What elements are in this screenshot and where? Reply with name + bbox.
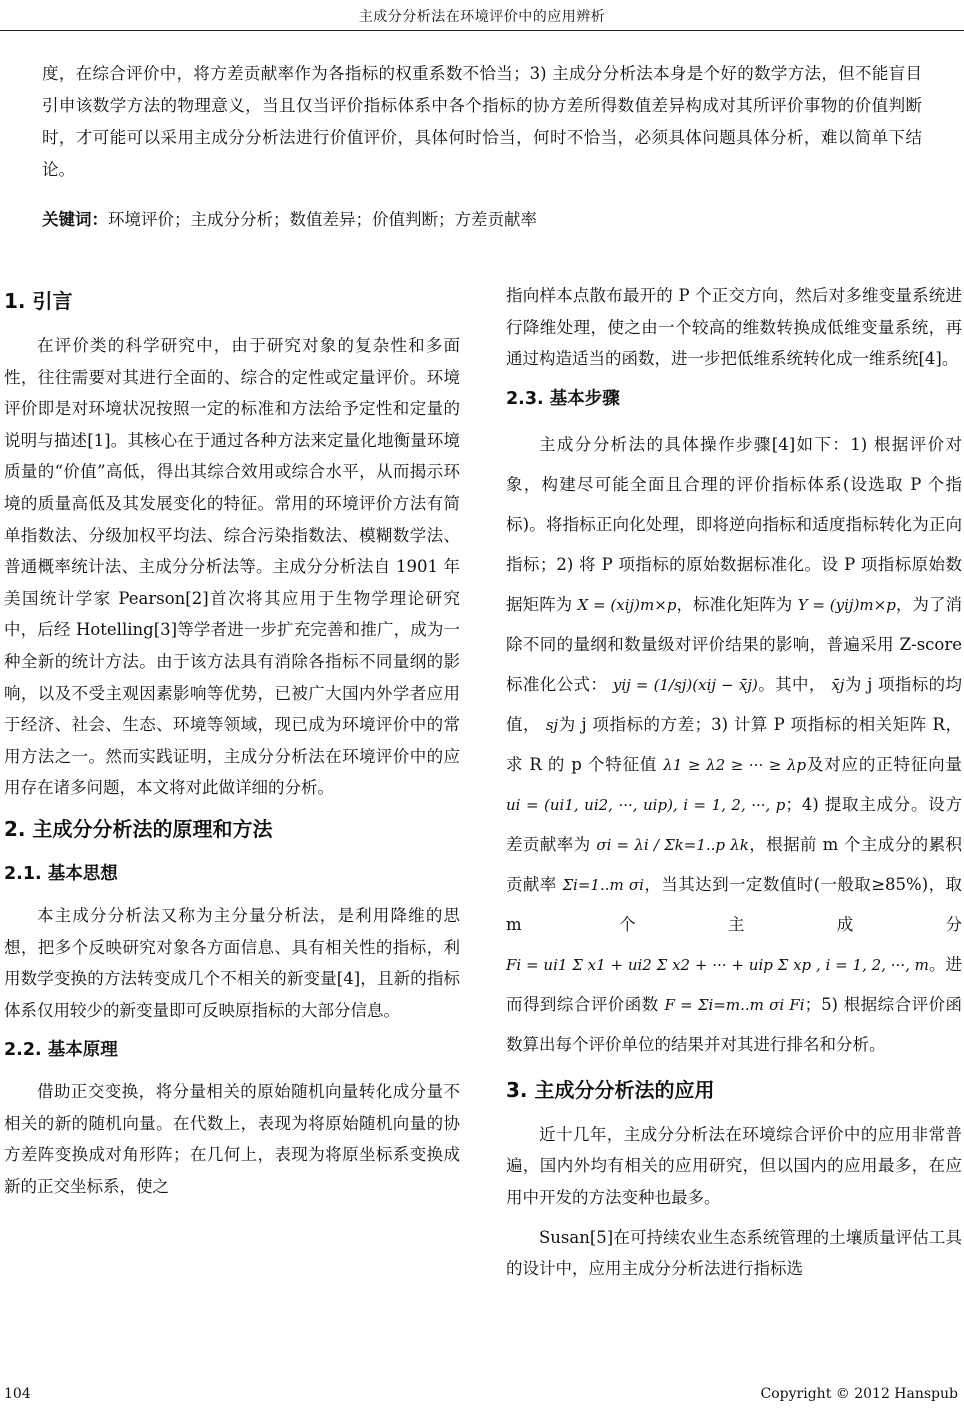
step-text-j: ，当其达到一定数值时(一般取≥85%)，取 m 个主成分: [506, 874, 962, 934]
formula-matrix-x: X = (xij)m×p: [577, 595, 677, 614]
step-text-l: ；5) 根据综合评价函数算出每个评价单位的结果并对其进行排名和分析。: [506, 994, 963, 1054]
section-2-1-paragraph: 本主成分分析法又称为主分量分析法，是利用降维的思想，把多个反映研究对象各方面信息、具有相关性的指标，利用数学变换的方法转变成几个不相关的新变量[4]，且新的指标体系仅用较少的新变量即可反映原指标的大部分信息。: [4, 905, 460, 1020]
formula-principal-components: Fi = ui1 Σ x1 + ui2 Σ x2 + ··· + uip Σ xp , i = 1, 2, ···, m: [506, 955, 929, 974]
formula-eigenvalues: λ1 ≥ λ2 ≥ ··· ≥ λp: [663, 755, 807, 774]
running-head: 主成分分析法在环境评价中的应用辨析: [358, 9, 606, 25]
step-text-a: 主成分分析法的具体操作步骤[4]如下：1) 根据评价对象，构建尽可能全面且合理的评价指标体系(设选取 P 个指标)。将指标正向化处理，即将逆向指标和适度指标转化为正向指标；2) 将 P 项指标的原始数据标准化。设 P 项指标原始数据矩阵为: [506, 434, 962, 614]
step-text-k: 。进而得到综合评价函数: [506, 954, 962, 1014]
abstract-text: 度，在综合评价中，将方差贡献率作为各指标的权重系数不恰当；3) 主成分分析法本身是个好的数学方法，但不能盲目引申该数学方法的物理意义，当且仅当评价指标体系中各个指标的协方差所得数值差异构成对其所评价事物的价值判断时，才可能可以采用主成分分析法进行价值评价，具体何时恰当，何时不恰当，必须具体问题具体分析，难以简单下结论。: [42, 64, 922, 179]
section-2-2-continued: 指向样本点散布最开的 P 个正交方向，然后对多维变量系统进行降维处理，使之由一个较高的维数转换成低维变量系统，再通过构造适当的函数，进一步把低维系统转化成一维系统[4]。: [506, 286, 962, 369]
step-text-e: 为 j 项指标的均值，: [506, 674, 963, 734]
formula-cumulative: Σi=1..m σi: [562, 875, 644, 894]
section-2-2-title: 2.2. 基本原理: [4, 1040, 118, 1061]
section-1-paragraph: 在评价类的科学研究中，由于研究对象的复杂性和多面性，往往需要对其进行全面的、综合的定性或定量评价。环境评价即是对环境状况按照一定的标准和方法给予定性和定量的说明与描述[1]。其核心在于通过各种方法来定量化地衡量环境质量的“价值”高低，得出其综合效用或综合水平，从而揭示环境的质量高低及其发展变化的特征。常用的环境评价方法有简单指数法、分级加权平均法、综合污染指数法、模糊数学法、普通概率统计法、主成分分析法等。主成分分析法自 1901 年美国统计学家 Pearson[2]首次将其应用于生物学理论研究中，后经 Hotelling[3]等学者进一步扩充完善和推广，成为一种全新的统计方法。由于该方法具有消除各指标不同量纲的影响，以及不受主观因素影响等优势，已被广大国内外学者应用于经济、社会、生态、环境等领域，现已成为环境评价中的常用方法之一。然而实践证明，主成分分析法在环境评价中的应用存在诸多问题，本文将对此做详细的分析。: [4, 336, 460, 798]
section-1-title: 1. 引言: [4, 289, 73, 313]
formula-zscore: yij = (1/sj)(xij − x̄j): [612, 675, 758, 694]
step-text-i: ，根据前 m 个主成分的累积贡献率: [506, 834, 963, 894]
section-2-title: 2. 主成分分析法的原理和方法: [4, 816, 273, 841]
section-3-title: 3. 主成分分析法的应用: [506, 1077, 715, 1102]
formula-sj: sj: [545, 715, 559, 734]
copyright: Copyright © 2012 Hanspub: [760, 1386, 958, 1402]
keywords: [42, 206, 922, 230]
step-text-g: 及对应的正特征向量: [806, 754, 963, 774]
step-text-b: ，标准化矩阵为: [676, 594, 793, 614]
section-2-3-title: 2.3. 基本步骤: [506, 388, 620, 409]
right-column: [506, 280, 962, 1293]
step-text-f: 为 j 项指标的方差；3) 计算 P 项指标的相关矩阵 R，求 R 的 p 个特征值: [506, 714, 963, 774]
left-column: [4, 280, 460, 1211]
step-text-c: ，为了消除不同的量纲和数量级对评价结果的影响，普遍采用 Z-score 标准化公式：: [506, 594, 963, 694]
section-2-3-steps: [506, 425, 962, 1065]
keywords-label: 关键词：: [42, 210, 108, 229]
formula-composite-function: F = Σi=m..m σi Fi: [664, 995, 805, 1014]
section-3-paragraph-1: 近十几年，主成分分析法在环境综合评价中的应用非常普遍，国内外均有相关的应用研究，但以国内的应用最多，在应用中开发的方法变种也最多。: [506, 1124, 962, 1207]
step-text-d: 。其中，: [757, 674, 826, 694]
formula-variance-contribution: σi = λi / Σk=1..p λk: [596, 835, 749, 854]
section-2-1-title: 2.1. 基本思想: [4, 863, 118, 884]
formula-matrix-y: Y = (yij)m×p: [797, 595, 896, 614]
keywords-text: 环境评价；主成分分析；数值差异；价值判断；方差贡献率: [108, 210, 537, 229]
formula-eigenvector: ui = (ui1, ui2, ···, uip), i = 1, 2, ···, p: [506, 795, 786, 814]
header-rule: [0, 30, 964, 31]
formula-mean: x̄j: [831, 675, 845, 694]
page-number: 104: [4, 1386, 31, 1402]
section-3-paragraph-2: Susan[5]在可持续农业生态系统管理的土壤质量评估工具的设计中，应用主成分分析法进行指标选: [506, 1227, 962, 1279]
step-text-h: ；4) 提取主成分。设方差贡献率为: [506, 794, 962, 854]
section-2-2-paragraph: 借助正交变换，将分量相关的原始随机向量转化成分量不相关的新的随机向量。在代数上，表现为将原始随机向量的协方差阵变换成对角形阵；在几何上，表现为将原坐标系变换成新的正交坐标系，使之: [4, 1082, 460, 1197]
